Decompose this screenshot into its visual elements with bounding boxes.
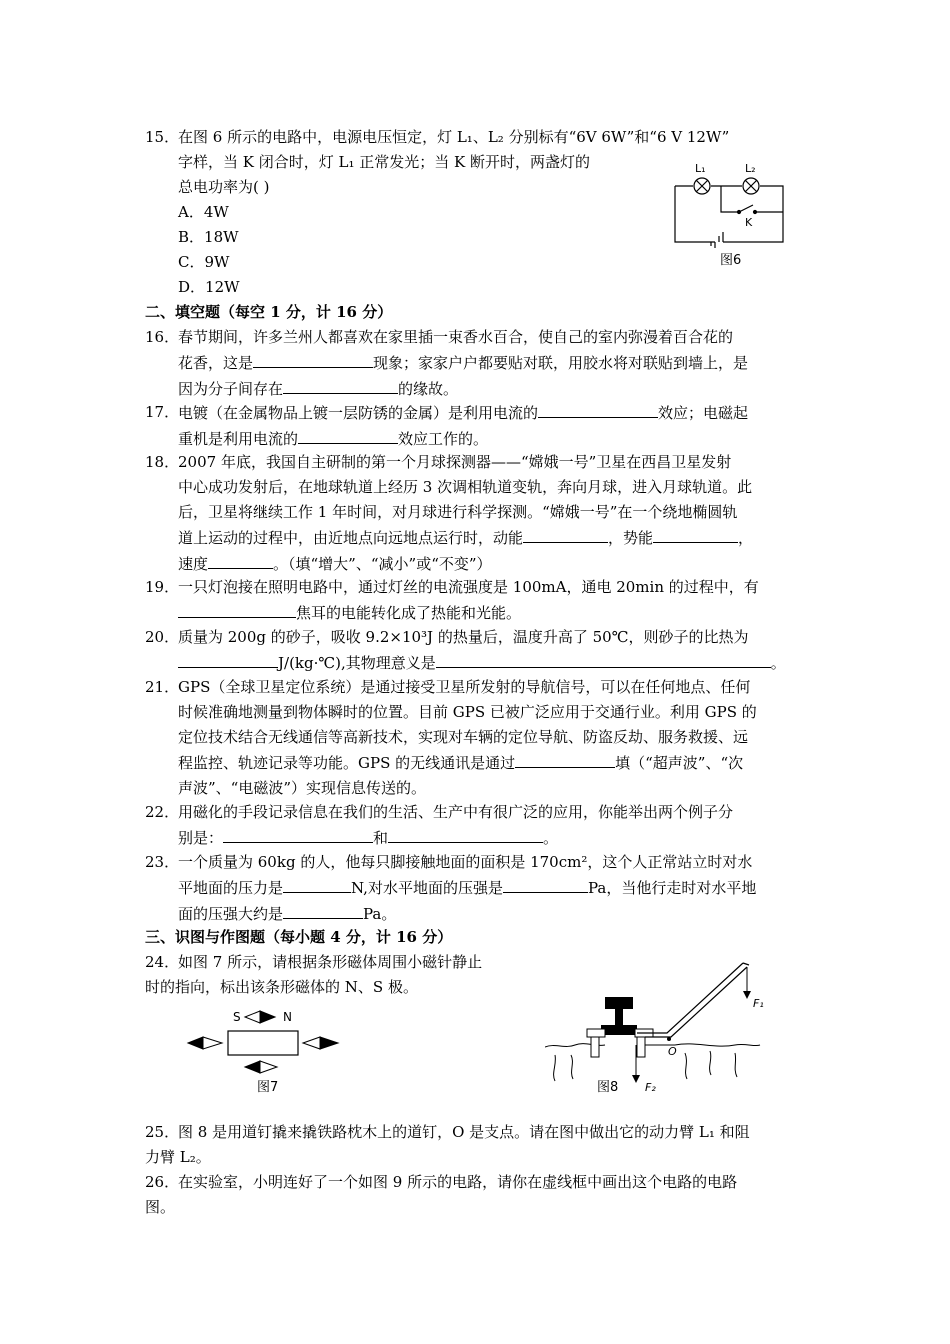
answer-blank[interactable] [283, 875, 351, 893]
figure-caption: 图8 [597, 1080, 619, 1095]
question-text: 定位技术结合无线通信等高新技术，实现对车辆的定位导航、防盗反劫、服务救援、远 [178, 728, 749, 746]
question-text: 别是： [178, 829, 224, 847]
question-17 [145, 400, 810, 452]
label-N: N [283, 1010, 292, 1024]
question-24 [145, 950, 525, 975]
label-F2: F₂ [645, 1081, 656, 1094]
question-text: 2007 年底，我国自主研制的第一个月球探测器——“嫦娥一号”卫星在西昌卫星发射 [178, 453, 732, 471]
question-text: 声波”、“电磁波”）实现信息传送的。 [178, 779, 427, 797]
answer-blank[interactable] [223, 825, 373, 843]
question-text: 重机是利用电流的 [178, 430, 299, 448]
question-16 [145, 325, 810, 402]
answer-blank[interactable] [538, 400, 658, 418]
answer-blank[interactable] [253, 350, 373, 368]
question-text: 。 [543, 829, 559, 847]
question-number: 17． [145, 403, 180, 421]
question-number: 25． [145, 1123, 180, 1141]
question-text: 。 [770, 654, 786, 672]
label-F1: F₁ [753, 997, 764, 1010]
question-text: 速度 [178, 555, 209, 573]
question-21 [145, 675, 810, 801]
answer-blank[interactable] [178, 650, 278, 668]
question-text: 道上运动的过程中，由近地点向远地点运行时，动能 [178, 529, 524, 547]
answer-blank[interactable] [283, 901, 363, 919]
question-text: 焦耳的电能转化成了热能和光能。 [296, 604, 522, 622]
question-number: 24． [145, 953, 180, 971]
label-K: K [745, 216, 753, 229]
label-L1: L₁ [695, 162, 706, 175]
section-heading: 二、填空题（每空 1 分，计 16 分） [145, 303, 393, 321]
option-b: B．18W [178, 228, 239, 246]
figure-8-crowbar [545, 955, 780, 1100]
question-text: 的缘故。 [398, 380, 459, 398]
question-text: 面的压强大约是 [178, 905, 284, 923]
question-text: 力臂 L₂。 [145, 1148, 211, 1166]
question-20 [145, 625, 810, 676]
option-d: D．12W [178, 278, 240, 296]
question-22 [145, 800, 810, 851]
answer-blank[interactable] [523, 525, 608, 543]
answer-blank[interactable] [208, 551, 273, 569]
label-O: O [668, 1045, 677, 1058]
question-text: 填（“超声波”、“次 [615, 754, 744, 772]
question-text: 图 8 是用道钉撬来撬铁路枕木上的道钉，O 是支点。请在图中做出它的动力臂 L₁ 和阻 [178, 1123, 750, 1141]
question-text: 现象；家家户户都要贴对联，用胶水将对联贴到墙上，是 [373, 354, 749, 372]
answer-blank[interactable] [283, 376, 398, 394]
question-text: 如图 7 所示，请根据条形磁体周围小磁针静止 [178, 953, 483, 971]
question-text: 后，卫星将继续工作 1 年时间，对月球进行科学探测。“嫦娥一号”在一个绕地椭圆轨 [178, 503, 738, 521]
question-text: 在图 6 所示的电路中，电源电压恒定，灯 L₁、L₂ 分别标有“6V 6W”和“6 V 12W” [178, 128, 730, 146]
answer-blank[interactable] [178, 600, 296, 618]
question-text: 质量为 200g 的砂子，吸收 9.2×10³J 的热量后，温度升高了 50℃，则砂子的比热为 [178, 628, 749, 646]
question-text: 图。 [145, 1198, 176, 1216]
question-text: 和 [373, 829, 389, 847]
question-text: 效应工作的。 [398, 430, 489, 448]
answer-blank[interactable] [298, 426, 398, 444]
section-heading: 三、识图与作图题（每小题 4 分，计 16 分） [145, 928, 453, 946]
question-text: 因为分子间存在 [178, 380, 284, 398]
question-text: 。（填“增大”、“减小”或“不变”） [273, 555, 492, 573]
question-text: 平地面的压力是 [178, 879, 284, 897]
question-text: 电镀（在金属物品上镀一层防锈的金属）是利用电流的 [178, 404, 539, 422]
question-text: 时的指向，标出该条形磁体的 N、S 极。 [145, 978, 418, 996]
question-text: 花香，这是 [178, 354, 254, 372]
question-18 [145, 450, 810, 577]
question-25 [145, 1120, 810, 1145]
question-number: 16． [145, 328, 180, 346]
question-text: N,对水平地面的压强是 [351, 879, 503, 897]
question-24-cont [145, 975, 525, 1000]
label-S: S [233, 1010, 241, 1024]
question-number: 21． [145, 678, 180, 696]
question-text: 总电功率为( ) [178, 178, 270, 196]
figure-6-circuit [665, 160, 800, 275]
answer-blank[interactable] [503, 875, 588, 893]
question-number: 18． [145, 453, 180, 471]
question-text: Pa。 [363, 905, 397, 923]
question-number: 26． [145, 1173, 180, 1191]
question-text: 在实验室，小明连好了一个如图 9 所示的电路，请你在虚线框中画出这个电路的电路 [178, 1173, 738, 1191]
question-number: 19． [145, 578, 180, 596]
figure-7-magnet [185, 1005, 355, 1095]
question-text: GPS（全球卫星定位系统）是通过接受卫星所发射的导航信号，可以在任何地点、任何 [178, 678, 751, 696]
label-L2: L₂ [745, 162, 756, 175]
question-text: Pa，当他行走时对水平地 [587, 879, 757, 897]
question-26 [145, 1170, 810, 1195]
question-26-cont [145, 1195, 810, 1220]
answer-blank[interactable] [388, 825, 543, 843]
question-23 [145, 850, 810, 927]
figure-caption: 图7 [257, 1080, 279, 1095]
question-number: 23． [145, 853, 180, 871]
question-text: 效应；电磁起 [658, 404, 749, 422]
question-text: 一个质量为 60kg 的人，他每只脚接触地面的面积是 170cm²，这个人正常站立时对水 [178, 853, 753, 871]
question-text: 春节期间，许多兰州人都喜欢在家里插一束香水百合，使自己的室内弥漫着百合花的 [178, 328, 734, 346]
question-19 [145, 575, 810, 626]
question-text: J/(kg·℃),其物理意义是 [278, 654, 436, 672]
answer-blank[interactable] [436, 650, 771, 668]
question-text: 字样，当 K 闭合时，灯 L₁ 正常发光；当 K 断开时，两盏灯的 [178, 153, 590, 171]
question-text: ， [738, 529, 754, 547]
question-text: 程监控、轨迹记录等功能。GPS 的无线通讯是通过 [178, 754, 516, 772]
answer-blank[interactable] [653, 525, 738, 543]
question-number: 22． [145, 803, 180, 821]
question-text: ，势能 [608, 529, 654, 547]
question-number: 15． [145, 128, 180, 146]
question-text: 用磁化的手段记录信息在我们的生活、生产中有很广泛的应用，你能举出两个例子分 [178, 803, 734, 821]
option-c: C．9W [178, 253, 230, 271]
question-text: 中心成功发射后，在地球轨道上经历 3 次调相轨道变轨，奔向月球，进入月球轨道。此 [178, 478, 753, 496]
question-text: 一只灯泡接在照明电路中，通过灯丝的电流强度是 100mA，通电 20min 的过程中，有 [178, 578, 759, 596]
question-number: 20． [145, 628, 180, 646]
question-25-cont [145, 1145, 810, 1170]
option-a: A．4W [178, 203, 229, 221]
question-text: 时候准确地测量到物体瞬时的位置。目前 GPS 已被广泛应用于交通行业。利用 GPS 的 [178, 703, 757, 721]
answer-blank[interactable] [515, 750, 615, 768]
figure-caption: 图6 [720, 253, 742, 268]
